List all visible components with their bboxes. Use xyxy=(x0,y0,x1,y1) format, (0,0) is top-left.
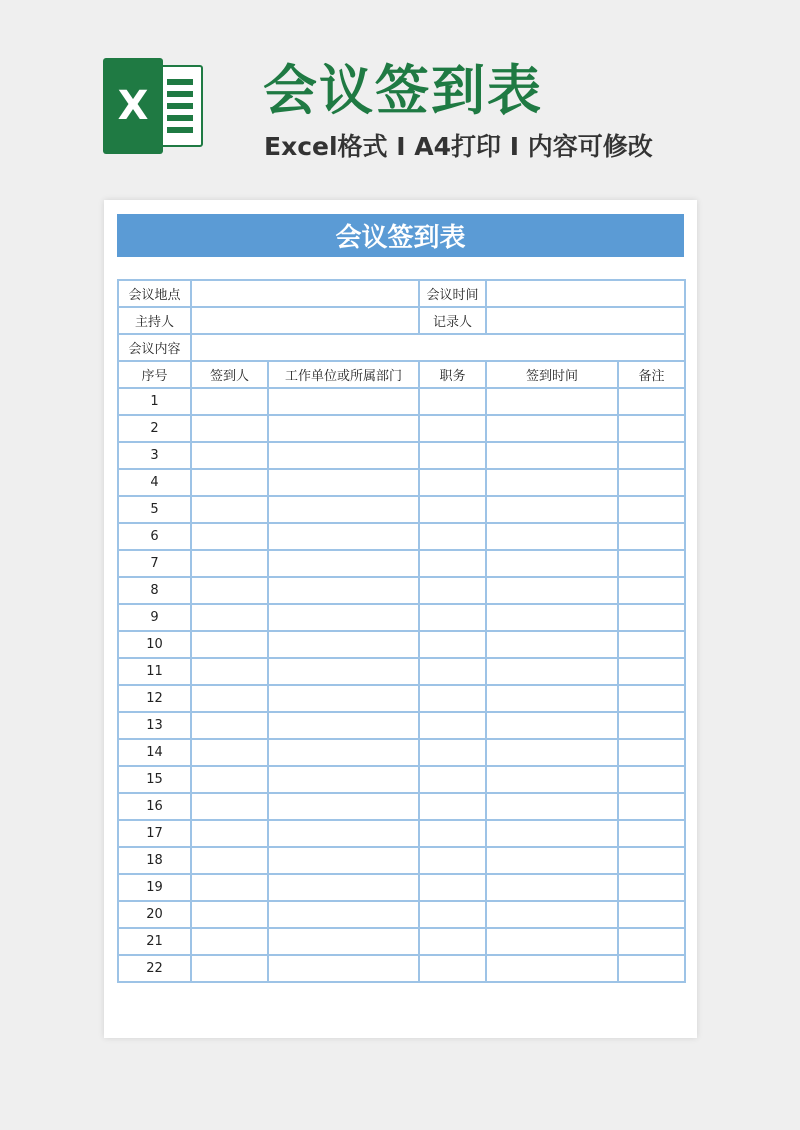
table-row xyxy=(118,496,685,523)
position-cell[interactable] xyxy=(419,523,486,550)
table-row xyxy=(118,874,685,901)
table-row xyxy=(118,442,685,469)
info-row-content xyxy=(118,334,685,361)
time-field[interactable] xyxy=(486,280,685,307)
remark-cell[interactable] xyxy=(618,550,685,577)
department-cell[interactable] xyxy=(268,442,419,469)
remark-cell[interactable] xyxy=(618,658,685,685)
sign-time-cell[interactable] xyxy=(486,928,618,955)
row-number: 19 xyxy=(118,874,191,901)
table-row xyxy=(118,604,685,631)
sign-time-cell[interactable] xyxy=(486,577,618,604)
signer-cell[interactable] xyxy=(191,577,268,604)
position-cell[interactable] xyxy=(419,388,486,415)
column-header-row xyxy=(118,361,685,388)
row-number: 10 xyxy=(118,631,191,658)
sign-time-cell[interactable] xyxy=(486,604,618,631)
position-cell[interactable] xyxy=(419,712,486,739)
department-cell[interactable] xyxy=(268,901,419,928)
department-cell[interactable] xyxy=(268,820,419,847)
remark-cell[interactable] xyxy=(618,415,685,442)
remark-cell[interactable] xyxy=(618,955,685,982)
department-cell[interactable] xyxy=(268,847,419,874)
sign-time-cell[interactable] xyxy=(486,712,618,739)
table-row xyxy=(118,415,685,442)
table-row xyxy=(118,685,685,712)
department-cell[interactable] xyxy=(268,604,419,631)
position-cell[interactable] xyxy=(419,442,486,469)
remark-cell[interactable] xyxy=(618,577,685,604)
table-row xyxy=(118,820,685,847)
host-label: 主持人 xyxy=(118,307,191,334)
signer-cell[interactable] xyxy=(191,847,268,874)
column-header: 备注 xyxy=(618,361,685,388)
signer-cell[interactable] xyxy=(191,712,268,739)
position-cell[interactable] xyxy=(419,469,486,496)
sign-in-table xyxy=(117,279,686,983)
position-cell[interactable] xyxy=(419,874,486,901)
signer-cell[interactable] xyxy=(191,928,268,955)
remark-cell[interactable] xyxy=(618,442,685,469)
position-cell[interactable] xyxy=(419,820,486,847)
recorder-field[interactable] xyxy=(486,307,685,334)
signer-cell[interactable] xyxy=(191,469,268,496)
column-header: 签到人 xyxy=(191,361,268,388)
excel-icon xyxy=(103,58,205,154)
sign-time-cell[interactable] xyxy=(486,523,618,550)
info-row-location xyxy=(118,280,685,307)
position-cell[interactable] xyxy=(419,658,486,685)
content-label: 会议内容 xyxy=(118,334,191,361)
remark-cell[interactable] xyxy=(618,469,685,496)
spreadsheet-page xyxy=(104,200,697,1038)
signer-cell[interactable] xyxy=(191,955,268,982)
table-row xyxy=(118,523,685,550)
content-field[interactable] xyxy=(191,334,685,361)
department-cell[interactable] xyxy=(268,658,419,685)
column-header: 职务 xyxy=(419,361,486,388)
row-number: 2 xyxy=(118,415,191,442)
remark-cell[interactable] xyxy=(618,685,685,712)
table-row xyxy=(118,631,685,658)
table-row xyxy=(118,658,685,685)
position-cell[interactable] xyxy=(419,496,486,523)
row-number: 6 xyxy=(118,523,191,550)
sign-time-cell[interactable] xyxy=(486,793,618,820)
table-row xyxy=(118,550,685,577)
table-row xyxy=(118,577,685,604)
table-row xyxy=(118,712,685,739)
remark-cell[interactable] xyxy=(618,523,685,550)
position-cell[interactable] xyxy=(419,955,486,982)
sign-time-cell[interactable] xyxy=(486,901,618,928)
info-row-host xyxy=(118,307,685,334)
row-number: 21 xyxy=(118,928,191,955)
remark-cell[interactable] xyxy=(618,901,685,928)
department-cell[interactable] xyxy=(268,469,419,496)
column-header: 序号 xyxy=(118,361,191,388)
row-number: 22 xyxy=(118,955,191,982)
signer-cell[interactable] xyxy=(191,523,268,550)
signer-cell[interactable] xyxy=(191,685,268,712)
sign-time-cell[interactable] xyxy=(486,631,618,658)
sign-time-cell[interactable] xyxy=(486,469,618,496)
row-number: 9 xyxy=(118,604,191,631)
remark-cell[interactable] xyxy=(618,766,685,793)
recorder-label: 记录人 xyxy=(419,307,486,334)
remark-cell[interactable] xyxy=(618,712,685,739)
signer-cell[interactable] xyxy=(191,874,268,901)
position-cell[interactable] xyxy=(419,739,486,766)
position-cell[interactable] xyxy=(419,415,486,442)
position-cell[interactable] xyxy=(419,631,486,658)
position-cell[interactable] xyxy=(419,847,486,874)
sign-time-cell[interactable] xyxy=(486,766,618,793)
table-row xyxy=(118,739,685,766)
row-number: 11 xyxy=(118,658,191,685)
signer-cell[interactable] xyxy=(191,739,268,766)
position-cell[interactable] xyxy=(419,685,486,712)
table-row xyxy=(118,901,685,928)
banner-subtitle: Excel格式 I A4打印 I 内容可修改 xyxy=(264,132,653,161)
signer-cell[interactable] xyxy=(191,793,268,820)
row-number: 4 xyxy=(118,469,191,496)
sign-time-cell[interactable] xyxy=(486,874,618,901)
department-cell[interactable] xyxy=(268,712,419,739)
signer-cell[interactable] xyxy=(191,604,268,631)
signer-cell[interactable] xyxy=(191,766,268,793)
sign-time-cell[interactable] xyxy=(486,550,618,577)
location-field[interactable] xyxy=(191,280,419,307)
remark-cell[interactable] xyxy=(618,847,685,874)
column-header: 签到时间 xyxy=(486,361,618,388)
department-cell[interactable] xyxy=(268,415,419,442)
signer-cell[interactable] xyxy=(191,901,268,928)
department-cell[interactable] xyxy=(268,955,419,982)
sign-time-cell[interactable] xyxy=(486,739,618,766)
table-row xyxy=(118,793,685,820)
department-cell[interactable] xyxy=(268,496,419,523)
position-cell[interactable] xyxy=(419,604,486,631)
position-cell[interactable] xyxy=(419,766,486,793)
department-cell[interactable] xyxy=(268,631,419,658)
signer-cell[interactable] xyxy=(191,415,268,442)
signer-cell[interactable] xyxy=(191,388,268,415)
department-cell[interactable] xyxy=(268,766,419,793)
department-cell[interactable] xyxy=(268,523,419,550)
remark-cell[interactable] xyxy=(618,496,685,523)
position-cell[interactable] xyxy=(419,928,486,955)
remark-cell[interactable] xyxy=(618,739,685,766)
department-cell[interactable] xyxy=(268,874,419,901)
remark-cell[interactable] xyxy=(618,793,685,820)
row-number: 5 xyxy=(118,496,191,523)
signer-cell[interactable] xyxy=(191,442,268,469)
position-cell[interactable] xyxy=(419,577,486,604)
row-number: 14 xyxy=(118,739,191,766)
row-number: 15 xyxy=(118,766,191,793)
remark-cell[interactable] xyxy=(618,928,685,955)
signer-cell[interactable] xyxy=(191,658,268,685)
remark-cell[interactable] xyxy=(618,604,685,631)
department-cell[interactable] xyxy=(268,577,419,604)
remark-cell[interactable] xyxy=(618,874,685,901)
sign-time-cell[interactable] xyxy=(486,847,618,874)
table-row xyxy=(118,469,685,496)
banner-title: 会议签到表 xyxy=(263,59,543,122)
table-row xyxy=(118,928,685,955)
column-header: 工作单位或所属部门 xyxy=(268,361,419,388)
position-cell[interactable] xyxy=(419,901,486,928)
sign-time-cell[interactable] xyxy=(486,496,618,523)
row-number: 13 xyxy=(118,712,191,739)
remark-cell[interactable] xyxy=(618,820,685,847)
signer-cell[interactable] xyxy=(191,496,268,523)
row-number: 16 xyxy=(118,793,191,820)
row-number: 1 xyxy=(118,388,191,415)
department-cell[interactable] xyxy=(268,739,419,766)
department-cell[interactable] xyxy=(268,685,419,712)
signer-cell[interactable] xyxy=(191,550,268,577)
row-number: 8 xyxy=(118,577,191,604)
row-number: 20 xyxy=(118,901,191,928)
table-row xyxy=(118,955,685,982)
remark-cell[interactable] xyxy=(618,388,685,415)
row-number: 3 xyxy=(118,442,191,469)
position-cell[interactable] xyxy=(419,550,486,577)
signer-cell[interactable] xyxy=(191,820,268,847)
table-row xyxy=(118,766,685,793)
promo-banner xyxy=(0,0,800,195)
sign-time-cell[interactable] xyxy=(486,388,618,415)
excel-x-tile: X xyxy=(103,58,163,154)
time-label: 会议时间 xyxy=(419,280,486,307)
sign-time-cell[interactable] xyxy=(486,442,618,469)
sign-time-cell[interactable] xyxy=(486,685,618,712)
location-label: 会议地点 xyxy=(118,280,191,307)
table-row xyxy=(118,847,685,874)
sign-time-cell[interactable] xyxy=(486,658,618,685)
department-cell[interactable] xyxy=(268,793,419,820)
department-cell[interactable] xyxy=(268,550,419,577)
signer-cell[interactable] xyxy=(191,631,268,658)
sign-time-cell[interactable] xyxy=(486,820,618,847)
remark-cell[interactable] xyxy=(618,631,685,658)
position-cell[interactable] xyxy=(419,793,486,820)
row-number: 7 xyxy=(118,550,191,577)
sign-time-cell[interactable] xyxy=(486,955,618,982)
table-row xyxy=(118,388,685,415)
row-number: 12 xyxy=(118,685,191,712)
row-number: 17 xyxy=(118,820,191,847)
sign-time-cell[interactable] xyxy=(486,415,618,442)
department-cell[interactable] xyxy=(268,388,419,415)
department-cell[interactable] xyxy=(268,928,419,955)
row-number: 18 xyxy=(118,847,191,874)
sheet-title: 会议签到表 xyxy=(117,214,684,257)
host-field[interactable] xyxy=(191,307,419,334)
